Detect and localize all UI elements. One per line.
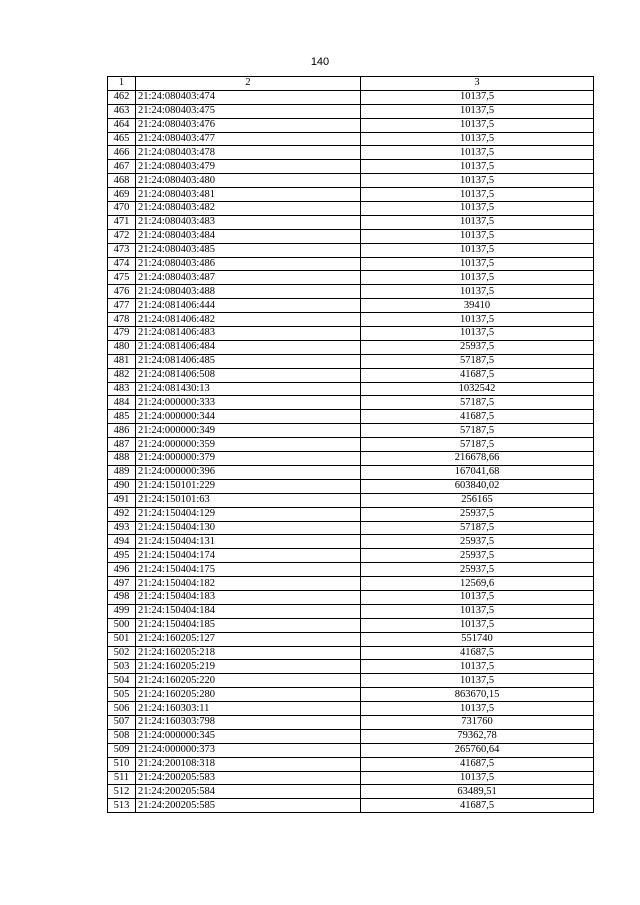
cadastral-number-cell: 21:24:081406:483 xyxy=(136,327,361,341)
value-cell: 265760,64 xyxy=(361,743,594,757)
table-row xyxy=(108,785,594,799)
value-cell: 79362,78 xyxy=(361,729,594,743)
value-cell: 10137,5 xyxy=(361,229,594,243)
row-number-cell: 485 xyxy=(108,410,136,424)
value-cell: 10137,5 xyxy=(361,243,594,257)
table-row xyxy=(108,340,594,354)
value-cell: 10137,5 xyxy=(361,118,594,132)
cadastral-number-cell: 21:24:081406:484 xyxy=(136,340,361,354)
cadastral-number-cell: 21:24:160303:11 xyxy=(136,702,361,716)
cadastral-number-cell: 21:24:080403:479 xyxy=(136,160,361,174)
row-number-cell: 513 xyxy=(108,799,136,813)
table-row xyxy=(108,743,594,757)
cadastral-number-cell: 21:24:160205:220 xyxy=(136,674,361,688)
cadastral-number-cell: 21:24:081406:508 xyxy=(136,368,361,382)
cadastral-number-cell: 21:24:150404:182 xyxy=(136,577,361,591)
table-row xyxy=(108,271,594,285)
row-number-cell: 488 xyxy=(108,452,136,466)
value-cell: 41687,5 xyxy=(361,799,594,813)
value-cell: 25937,5 xyxy=(361,535,594,549)
cadastral-number-cell: 21:24:150101:229 xyxy=(136,479,361,493)
row-number-cell: 495 xyxy=(108,549,136,563)
value-cell: 57187,5 xyxy=(361,521,594,535)
row-number-cell: 492 xyxy=(108,507,136,521)
column-header-3: 3 xyxy=(361,77,594,91)
value-cell: 12569,6 xyxy=(361,577,594,591)
table-row xyxy=(108,424,594,438)
cadastral-number-cell: 21:24:080403:486 xyxy=(136,257,361,271)
row-number-cell: 500 xyxy=(108,618,136,632)
row-number-cell: 474 xyxy=(108,257,136,271)
row-number-cell: 473 xyxy=(108,243,136,257)
row-number-cell: 472 xyxy=(108,229,136,243)
table-row xyxy=(108,202,594,216)
cadastral-number-cell: 21:24:150101:63 xyxy=(136,493,361,507)
table-row xyxy=(108,771,594,785)
value-cell: 10137,5 xyxy=(361,271,594,285)
cadastral-number-cell: 21:24:150404:130 xyxy=(136,521,361,535)
row-number-cell: 501 xyxy=(108,632,136,646)
table-row xyxy=(108,715,594,729)
cadastral-number-cell: 21:24:080403:477 xyxy=(136,132,361,146)
value-cell: 57187,5 xyxy=(361,354,594,368)
cadastral-number-cell: 21:24:081406:482 xyxy=(136,313,361,327)
cadastral-number-cell: 21:24:200205:585 xyxy=(136,799,361,813)
cadastral-number-cell: 21:24:160205:280 xyxy=(136,688,361,702)
row-number-cell: 478 xyxy=(108,313,136,327)
value-cell: 10137,5 xyxy=(361,660,594,674)
value-cell: 10137,5 xyxy=(361,146,594,160)
value-cell: 10137,5 xyxy=(361,604,594,618)
table-row xyxy=(108,104,594,118)
cadastral-number-cell: 21:24:000000:349 xyxy=(136,424,361,438)
value-cell: 10137,5 xyxy=(361,174,594,188)
table-body xyxy=(108,90,594,812)
row-number-cell: 477 xyxy=(108,299,136,313)
cadastral-number-cell: 21:24:000000:344 xyxy=(136,410,361,424)
table-row xyxy=(108,382,594,396)
cadastral-number-cell: 21:24:200205:584 xyxy=(136,785,361,799)
value-cell: 10137,5 xyxy=(361,188,594,202)
row-number-cell: 465 xyxy=(108,132,136,146)
row-number-cell: 494 xyxy=(108,535,136,549)
table-row xyxy=(108,313,594,327)
table-row xyxy=(108,493,594,507)
row-number-cell: 489 xyxy=(108,465,136,479)
cadastral-number-cell: 21:24:200108:318 xyxy=(136,757,361,771)
table-row xyxy=(108,646,594,660)
table-row xyxy=(108,632,594,646)
table-row xyxy=(108,757,594,771)
cadastral-number-cell: 21:24:080403:478 xyxy=(136,146,361,160)
value-cell: 10137,5 xyxy=(361,618,594,632)
row-number-cell: 486 xyxy=(108,424,136,438)
table-row xyxy=(108,90,594,104)
cadastral-number-cell: 21:24:150404:175 xyxy=(136,563,361,577)
row-number-cell: 475 xyxy=(108,271,136,285)
cadastral-number-cell: 21:24:160303:798 xyxy=(136,715,361,729)
table-row xyxy=(108,521,594,535)
table-row xyxy=(108,188,594,202)
value-cell: 1032542 xyxy=(361,382,594,396)
cadastral-number-cell: 21:24:080403:484 xyxy=(136,229,361,243)
value-cell: 731760 xyxy=(361,715,594,729)
row-number-cell: 464 xyxy=(108,118,136,132)
row-number-cell: 480 xyxy=(108,340,136,354)
cadastral-number-cell: 21:24:080403:488 xyxy=(136,285,361,299)
row-number-cell: 507 xyxy=(108,715,136,729)
value-cell: 10137,5 xyxy=(361,90,594,104)
table-row xyxy=(108,729,594,743)
value-cell: 41687,5 xyxy=(361,368,594,382)
table-row xyxy=(108,438,594,452)
table-row xyxy=(108,702,594,716)
cadastral-number-cell: 21:24:080403:474 xyxy=(136,90,361,104)
value-cell: 10137,5 xyxy=(361,215,594,229)
table-row xyxy=(108,674,594,688)
row-number-cell: 491 xyxy=(108,493,136,507)
value-cell: 10137,5 xyxy=(361,702,594,716)
table-row xyxy=(108,563,594,577)
cadastral-number-cell: 21:24:150404:129 xyxy=(136,507,361,521)
value-cell: 10137,5 xyxy=(361,257,594,271)
cadastral-number-cell: 21:24:081406:485 xyxy=(136,354,361,368)
table-row xyxy=(108,396,594,410)
table-row xyxy=(108,410,594,424)
cadastral-number-cell: 21:24:160205:219 xyxy=(136,660,361,674)
value-cell: 25937,5 xyxy=(361,340,594,354)
row-number-cell: 496 xyxy=(108,563,136,577)
cadastral-number-cell: 21:24:160205:218 xyxy=(136,646,361,660)
cadastral-number-cell: 21:24:080403:475 xyxy=(136,104,361,118)
table-row xyxy=(108,215,594,229)
table-row xyxy=(108,118,594,132)
cadastral-number-cell: 21:24:080403:487 xyxy=(136,271,361,285)
value-cell: 167041,68 xyxy=(361,465,594,479)
cadastral-number-cell: 21:24:080403:480 xyxy=(136,174,361,188)
table-row xyxy=(108,132,594,146)
row-number-cell: 481 xyxy=(108,354,136,368)
cadastral-number-cell: 21:24:160205:127 xyxy=(136,632,361,646)
cadastral-number-cell: 21:24:150404:183 xyxy=(136,590,361,604)
row-number-cell: 506 xyxy=(108,702,136,716)
table-row xyxy=(108,604,594,618)
row-number-cell: 509 xyxy=(108,743,136,757)
row-number-cell: 490 xyxy=(108,479,136,493)
value-cell: 10137,5 xyxy=(361,674,594,688)
row-number-cell: 512 xyxy=(108,785,136,799)
column-header-1: 1 xyxy=(108,77,136,91)
row-number-cell: 503 xyxy=(108,660,136,674)
value-cell: 256165 xyxy=(361,493,594,507)
row-number-cell: 508 xyxy=(108,729,136,743)
value-cell: 41687,5 xyxy=(361,757,594,771)
value-cell: 41687,5 xyxy=(361,646,594,660)
table-row xyxy=(108,229,594,243)
table-row xyxy=(108,285,594,299)
row-number-cell: 476 xyxy=(108,285,136,299)
row-number-cell: 499 xyxy=(108,604,136,618)
value-cell: 10137,5 xyxy=(361,771,594,785)
cadastral-number-cell: 21:24:000000:379 xyxy=(136,452,361,466)
table-row xyxy=(108,660,594,674)
cadastral-number-cell: 21:24:081430:13 xyxy=(136,382,361,396)
cadastral-number-cell: 21:24:080403:482 xyxy=(136,202,361,216)
cadastral-number-cell: 21:24:000000:333 xyxy=(136,396,361,410)
data-table xyxy=(107,76,594,813)
row-number-cell: 484 xyxy=(108,396,136,410)
row-number-cell: 479 xyxy=(108,327,136,341)
cadastral-number-cell: 21:24:150404:131 xyxy=(136,535,361,549)
table-row xyxy=(108,799,594,813)
cadastral-number-cell: 21:24:081406:444 xyxy=(136,299,361,313)
table-row xyxy=(108,465,594,479)
row-number-cell: 505 xyxy=(108,688,136,702)
row-number-cell: 467 xyxy=(108,160,136,174)
value-cell: 10137,5 xyxy=(361,132,594,146)
value-cell: 10137,5 xyxy=(361,327,594,341)
page-number: 140 xyxy=(310,56,330,68)
row-number-cell: 482 xyxy=(108,368,136,382)
value-cell: 863670,15 xyxy=(361,688,594,702)
row-number-cell: 466 xyxy=(108,146,136,160)
table-row xyxy=(108,577,594,591)
table-row xyxy=(108,479,594,493)
value-cell: 603840,02 xyxy=(361,479,594,493)
cadastral-number-cell: 21:24:080403:476 xyxy=(136,118,361,132)
row-number-cell: 498 xyxy=(108,590,136,604)
cadastral-number-cell: 21:24:000000:359 xyxy=(136,438,361,452)
cadastral-number-cell: 21:24:080403:485 xyxy=(136,243,361,257)
table-row xyxy=(108,327,594,341)
row-number-cell: 511 xyxy=(108,771,136,785)
row-number-cell: 497 xyxy=(108,577,136,591)
cadastral-number-cell: 21:24:150404:184 xyxy=(136,604,361,618)
value-cell: 551740 xyxy=(361,632,594,646)
value-cell: 25937,5 xyxy=(361,563,594,577)
value-cell: 216678,66 xyxy=(361,452,594,466)
row-number-cell: 493 xyxy=(108,521,136,535)
row-number-cell: 463 xyxy=(108,104,136,118)
cadastral-number-cell: 21:24:000000:345 xyxy=(136,729,361,743)
table-row xyxy=(108,452,594,466)
value-cell: 10137,5 xyxy=(361,285,594,299)
value-cell: 10137,5 xyxy=(361,313,594,327)
table-header-row xyxy=(108,77,594,91)
table-row xyxy=(108,368,594,382)
table-row xyxy=(108,299,594,313)
cadastral-number-cell: 21:24:080403:481 xyxy=(136,188,361,202)
value-cell: 10137,5 xyxy=(361,104,594,118)
cadastral-number-cell: 21:24:000000:373 xyxy=(136,743,361,757)
value-cell: 57187,5 xyxy=(361,438,594,452)
table-row xyxy=(108,535,594,549)
value-cell: 25937,5 xyxy=(361,507,594,521)
value-cell: 57187,5 xyxy=(361,396,594,410)
value-cell: 57187,5 xyxy=(361,424,594,438)
row-number-cell: 483 xyxy=(108,382,136,396)
value-cell: 10137,5 xyxy=(361,202,594,216)
cadastral-number-cell: 21:24:150404:185 xyxy=(136,618,361,632)
cadastral-number-cell: 21:24:200205:583 xyxy=(136,771,361,785)
value-cell: 39410 xyxy=(361,299,594,313)
table-row xyxy=(108,354,594,368)
table-row xyxy=(108,257,594,271)
row-number-cell: 504 xyxy=(108,674,136,688)
table-row xyxy=(108,618,594,632)
column-header-2: 2 xyxy=(136,77,361,91)
row-number-cell: 510 xyxy=(108,757,136,771)
table-row xyxy=(108,590,594,604)
value-cell: 25937,5 xyxy=(361,549,594,563)
table-row xyxy=(108,507,594,521)
table-row xyxy=(108,688,594,702)
cadastral-number-cell: 21:24:080403:483 xyxy=(136,215,361,229)
cadastral-number-cell: 21:24:000000:396 xyxy=(136,465,361,479)
row-number-cell: 470 xyxy=(108,202,136,216)
table-row xyxy=(108,243,594,257)
row-number-cell: 471 xyxy=(108,215,136,229)
row-number-cell: 502 xyxy=(108,646,136,660)
value-cell: 41687,5 xyxy=(361,410,594,424)
row-number-cell: 462 xyxy=(108,90,136,104)
value-cell: 63489,51 xyxy=(361,785,594,799)
row-number-cell: 487 xyxy=(108,438,136,452)
value-cell: 10137,5 xyxy=(361,160,594,174)
row-number-cell: 469 xyxy=(108,188,136,202)
row-number-cell: 468 xyxy=(108,174,136,188)
table-row xyxy=(108,160,594,174)
table-row xyxy=(108,174,594,188)
table-row xyxy=(108,146,594,160)
value-cell: 10137,5 xyxy=(361,590,594,604)
cadastral-number-cell: 21:24:150404:174 xyxy=(136,549,361,563)
table-row xyxy=(108,549,594,563)
